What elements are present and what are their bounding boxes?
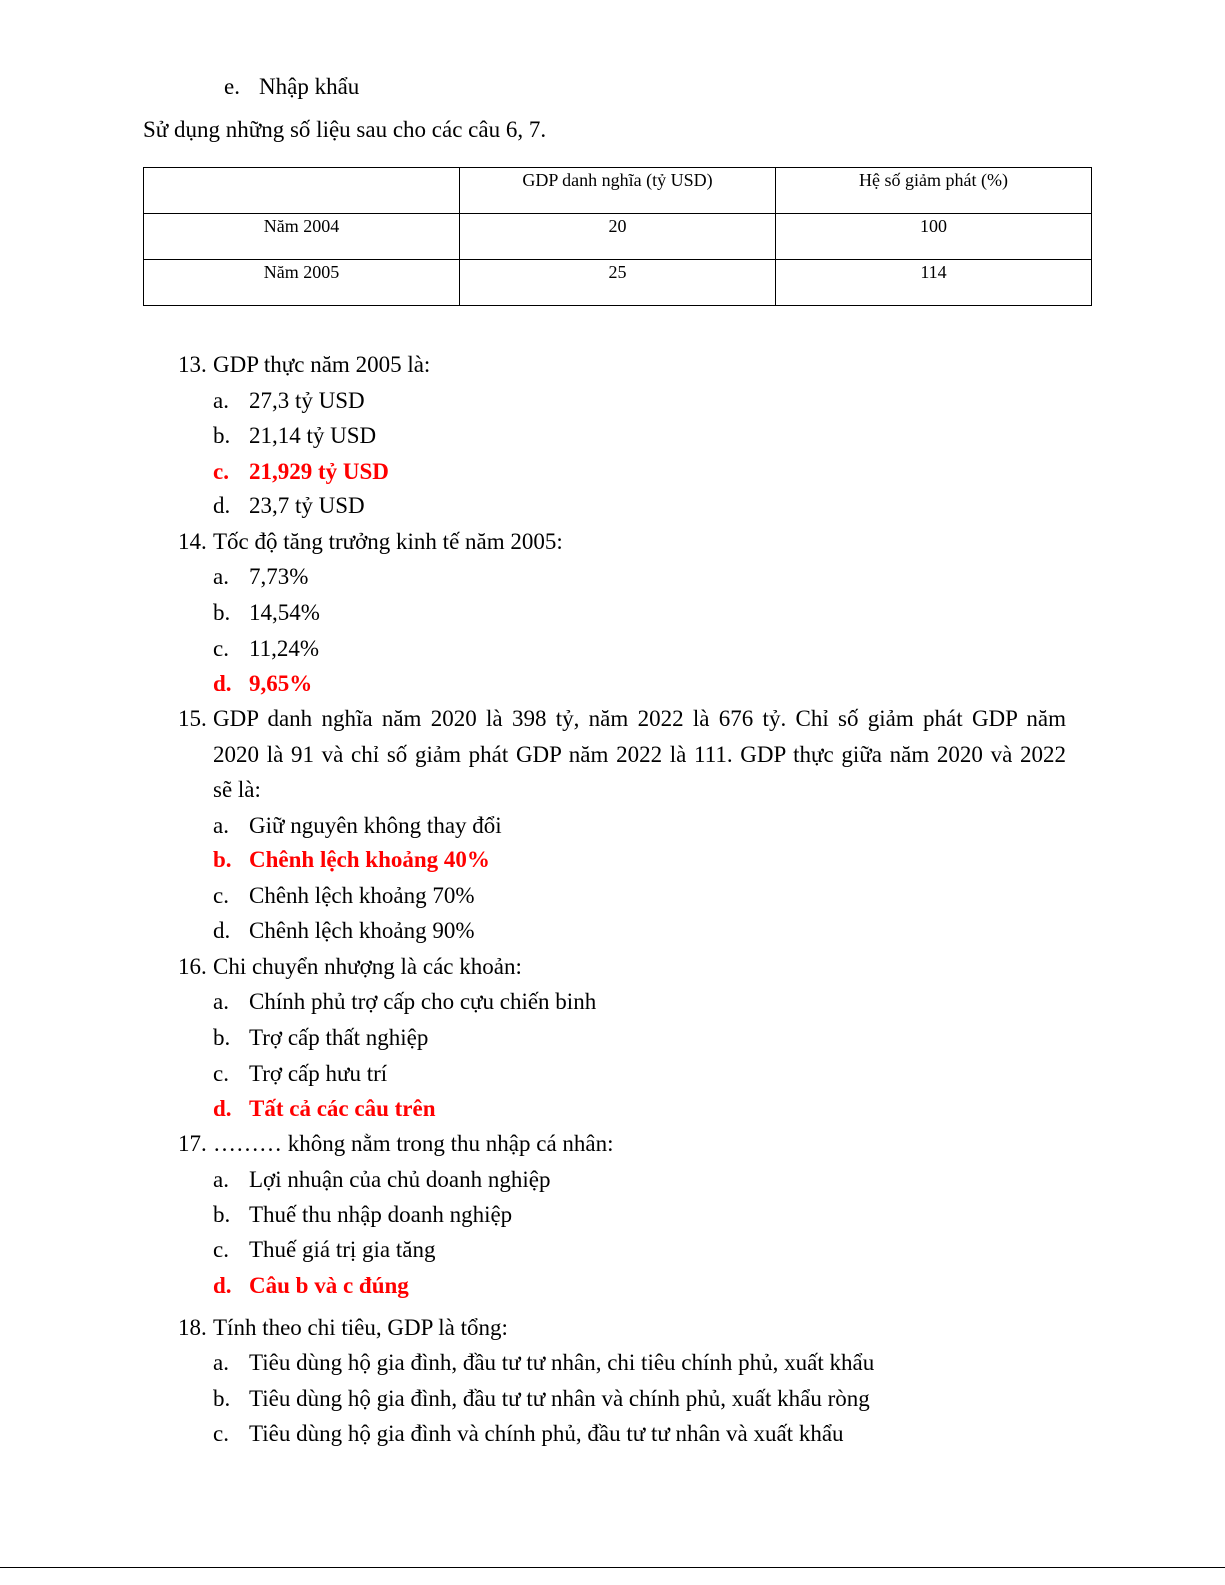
question-15-line-1: GDP danh nghĩa năm 2020 là 398 tỷ, năm 2022 là 676 tỷ. Chỉ số giảm phát GDP năm	[213, 706, 1066, 731]
option-letter: c.	[213, 1421, 229, 1446]
option-text: 27,3 tỷ USD	[249, 388, 365, 413]
table-cell: 25	[460, 260, 776, 306]
question-15-number: 15.	[178, 706, 207, 731]
question-16-number: 16.	[178, 954, 207, 979]
option-letter: d.	[213, 918, 231, 943]
option-letter: b.	[213, 1025, 231, 1050]
question-14-text: Tốc độ tăng trưởng kinh tế năm 2005:	[213, 529, 563, 554]
table-row	[144, 260, 1092, 306]
question-18-text: Tính theo chi tiêu, GDP là tổng:	[213, 1315, 508, 1340]
option-letter: a.	[213, 564, 229, 589]
table-header-cell: GDP danh nghĩa (tỷ USD)	[460, 168, 776, 214]
option-text: Tiêu dùng hộ gia đình, đầu tư tư nhân, chi tiêu chính phủ, xuất khẩu	[249, 1350, 875, 1375]
option-text: 21,14 tỷ USD	[249, 423, 377, 448]
option-text: Tiêu dùng hộ gia đình, đầu tư tư nhân và chính phủ, xuất khẩu ròng	[249, 1386, 870, 1411]
correct-option-text: Câu b và c đúng	[249, 1273, 409, 1298]
correct-option-letter: d.	[213, 1273, 232, 1298]
option-text: Chính phủ trợ cấp cho cựu chiến binh	[249, 989, 597, 1014]
option-letter: b.	[213, 1386, 231, 1411]
question-14-number: 14.	[178, 529, 207, 554]
correct-option-letter: c.	[213, 459, 229, 484]
question-17-number: 17.	[178, 1131, 207, 1156]
option-letter: b.	[213, 423, 231, 448]
page-bottom-divider	[0, 1567, 1225, 1568]
option-letter: c.	[213, 1237, 229, 1262]
question-17-text: ……… không nằm trong thu nhập cá nhân:	[213, 1131, 614, 1156]
question-16-text: Chi chuyển nhượng là các khoản:	[213, 954, 522, 979]
table-header-row	[144, 168, 1092, 214]
table-cell: 20	[460, 214, 776, 260]
correct-option-letter: d.	[213, 1096, 232, 1121]
option-letter: c.	[213, 1061, 229, 1086]
intro-text: Sử dụng những số liệu sau cho các câu 6, 7.	[143, 117, 547, 142]
option-e-text: Nhập khẩu	[259, 74, 360, 99]
option-letter: a.	[213, 1350, 229, 1375]
option-letter: b.	[213, 1202, 231, 1227]
table-cell: 100	[776, 214, 1092, 260]
table-cell: 114	[776, 260, 1092, 306]
correct-option-text: Chênh lệch khoảng 40%	[249, 847, 490, 872]
option-text: 7,73%	[249, 564, 309, 589]
option-letter: c.	[213, 883, 229, 908]
option-letter: c.	[213, 636, 229, 661]
correct-option-text: 21,929 tỷ USD	[249, 459, 389, 484]
question-13-number: 13.	[178, 352, 207, 377]
option-letter: a.	[213, 1167, 229, 1192]
table-cell: Năm 2005	[144, 260, 460, 306]
option-letter: a.	[213, 989, 229, 1014]
correct-option-letter: b.	[213, 847, 232, 872]
option-text: Giữ nguyên không thay đổi	[249, 813, 502, 838]
question-15-line-3: sẽ là:	[213, 777, 261, 802]
correct-option-letter: d.	[213, 671, 232, 696]
question-18-number: 18.	[178, 1315, 207, 1340]
option-e-letter: e.	[224, 74, 240, 99]
question-15-line-2: 2020 là 91 và chỉ số giảm phát GDP năm 2022 là 111. GDP thực giữa năm 2020 và 2022	[213, 742, 1066, 767]
option-text: Trợ cấp hưu trí	[249, 1061, 388, 1086]
table-header-cell: Hệ số giảm phát (%)	[776, 168, 1092, 214]
correct-option-text: 9,65%	[249, 671, 313, 696]
option-text: 11,24%	[249, 636, 320, 661]
option-letter: a.	[213, 388, 229, 413]
option-text: Chênh lệch khoảng 90%	[249, 918, 475, 943]
option-text: Trợ cấp thất nghiệp	[249, 1025, 429, 1050]
option-text: Thuế thu nhập doanh nghiệp	[249, 1202, 513, 1227]
option-text: Thuế giá trị gia tăng	[249, 1237, 436, 1262]
option-letter: d.	[213, 493, 231, 518]
table-header-cell	[144, 168, 460, 214]
option-text: 14,54%	[249, 600, 320, 625]
option-letter: b.	[213, 600, 231, 625]
data-table	[143, 167, 1092, 306]
correct-option-text: Tất cả các câu trên	[249, 1096, 436, 1121]
option-text: Lợi nhuận của chủ doanh nghiệp	[249, 1167, 551, 1192]
table-cell: Năm 2004	[144, 214, 460, 260]
option-text: Chênh lệch khoảng 70%	[249, 883, 475, 908]
option-letter: a.	[213, 813, 229, 838]
table-row	[144, 214, 1092, 260]
option-text: Tiêu dùng hộ gia đình và chính phủ, đầu tư tư nhân và xuất khẩu	[249, 1421, 844, 1446]
question-13-text: GDP thực năm 2005 là:	[213, 352, 431, 377]
option-text: 23,7 tỷ USD	[249, 493, 365, 518]
